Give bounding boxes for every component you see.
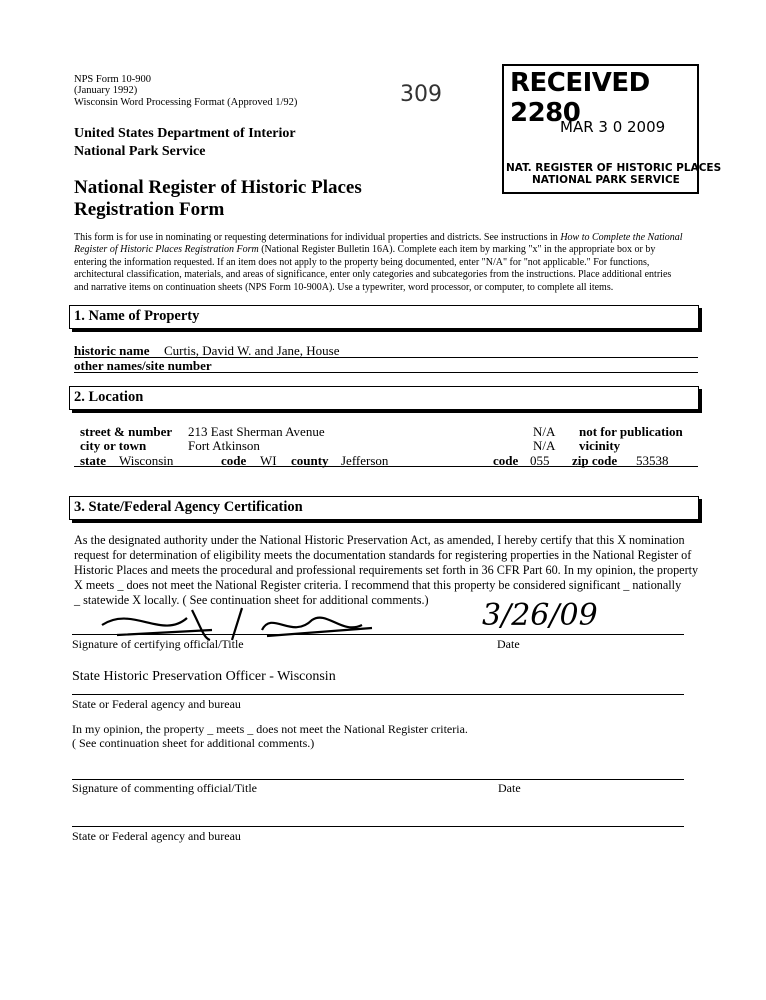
street-value: 213 East Sherman Avenue [188, 424, 325, 439]
city-value: Fort Atkinson [188, 438, 260, 453]
city-na: N/A [533, 438, 556, 453]
historic-name-value: Curtis, David W. and Jane, House [164, 343, 340, 358]
intro-line4: architectural classification, materials, and areas of significance, enter only categories and subcategories from the instructions. Place additional entries [74, 269, 672, 281]
received-stamp [502, 64, 722, 194]
county-value: Jefferson [341, 453, 389, 468]
cert-line1: As the designated authority under the National Historic Preservation Act, as amended, I hereby certify that this X nomination [74, 533, 685, 547]
zip-value: 53538 [636, 453, 669, 468]
section3-heading: 3. State/Federal Agency Certification [74, 499, 303, 515]
state-code-value: WI [260, 453, 277, 468]
historic-name-label: historic name [74, 343, 150, 358]
city-label: city or town [80, 438, 147, 453]
comment-signature-label: Signature of commenting official/Title [72, 781, 257, 795]
vicinity-label: vicinity [579, 438, 621, 453]
cert-line3: Historic Places and meets the procedural and professional requirements set forth in 36 CFR Part 60. In my opinion, the property [74, 563, 699, 577]
intro-line2a: Register of Historic Places Registration Form [74, 244, 259, 256]
agency2-label: State or Federal agency and bureau [72, 829, 241, 843]
service: National Park Service [74, 144, 206, 159]
state-label: state [80, 453, 106, 468]
opinion-line2: ( See continuation sheet for additional comments.) [72, 736, 315, 750]
section2-header [69, 386, 699, 410]
signature-rule [72, 634, 684, 635]
not-for-publication-label: not for publication [579, 424, 683, 439]
section1-heading: 1. Name of Property [74, 308, 200, 324]
cert-line4: X meets _ does not meet the National Register criteria. I recommend that this property be considered significant _ nationally [74, 578, 682, 592]
section1-header [69, 305, 699, 329]
county-code-value: 055 [530, 453, 550, 468]
county-code-label: code [493, 453, 519, 468]
opinion-line1: In my opinion, the property _ meets _ does not meet the National Register criteria. [72, 722, 468, 736]
other-names-rule [74, 372, 698, 373]
cert-line5: _ statewide X locally. ( See continuation sheet for additional comments.) [74, 593, 429, 607]
section2-heading: 2. Location [74, 389, 144, 405]
officer-title: State Historic Preservation Officer - Wisconsin [72, 669, 336, 684]
intro-line1b: How to Complete the National [560, 232, 683, 243]
form-number: NPS Form 10-900 [74, 74, 152, 85]
street-label: street & number [80, 424, 173, 439]
agency2-rule [72, 826, 684, 827]
state-code-label: code [221, 453, 247, 468]
intro-line3: entering the information requested. If an item does not apply to the property being documented, enter "N/A" for "not applicable." For functions, [74, 256, 650, 268]
section3-header [69, 496, 699, 520]
intro-paragraph [74, 232, 699, 294]
location-rule [74, 466, 698, 467]
intro-line1a: This form is for use in nominating or requesting determinations for individual properties and districts. See instructions in [74, 232, 561, 243]
intro-line5: and narrative items on continuation sheets (NPS Form 10-900A). Use a typewriter, word processor, or computer, to complete all items. [74, 281, 614, 293]
form-format: Wisconsin Word Processing Format (Approved 1/92) [74, 97, 298, 108]
certification-paragraph [74, 533, 698, 608]
opinion-paragraph [72, 722, 468, 750]
form-title-line1: National Register of Historic Places [74, 177, 362, 198]
form-date: (January 1992) [74, 85, 138, 96]
comment-signature-rule [72, 779, 684, 780]
handwritten-number: 309 [400, 82, 442, 107]
county-label: county [291, 453, 329, 468]
signature-date-label: Date [497, 637, 520, 651]
stamp-date: MAR 3 0 2009 [560, 118, 666, 136]
signature-date: 3/26/09 [482, 598, 598, 633]
cert-line2: request for determination of eligibility meets the documentation standards for registering properties in the National Register of [74, 548, 692, 562]
form-title-line2: Registration Form [74, 199, 225, 220]
comment-date-label: Date [498, 781, 521, 795]
intro-line2b: (National Register Bulletin 16A). Complete each item by marking "x" in the appropriate box or by [258, 244, 656, 256]
stamp-received: RECEIVED 2280 [510, 68, 650, 128]
signature-label: Signature of certifying official/Title [72, 637, 244, 651]
stamp-line1: NAT. REGISTER OF HISTORIC PLACES [506, 162, 722, 174]
zip-label: zip code [572, 453, 618, 468]
state-value: Wisconsin [119, 453, 174, 468]
department: United States Department of Interior [74, 126, 296, 141]
stamp-line2: NATIONAL PARK SERVICE [532, 174, 680, 186]
street-na: N/A [533, 424, 556, 439]
other-names-label: other names/site number [74, 358, 212, 373]
agency-rule [72, 694, 684, 695]
agency-label: State or Federal agency and bureau [72, 697, 241, 711]
